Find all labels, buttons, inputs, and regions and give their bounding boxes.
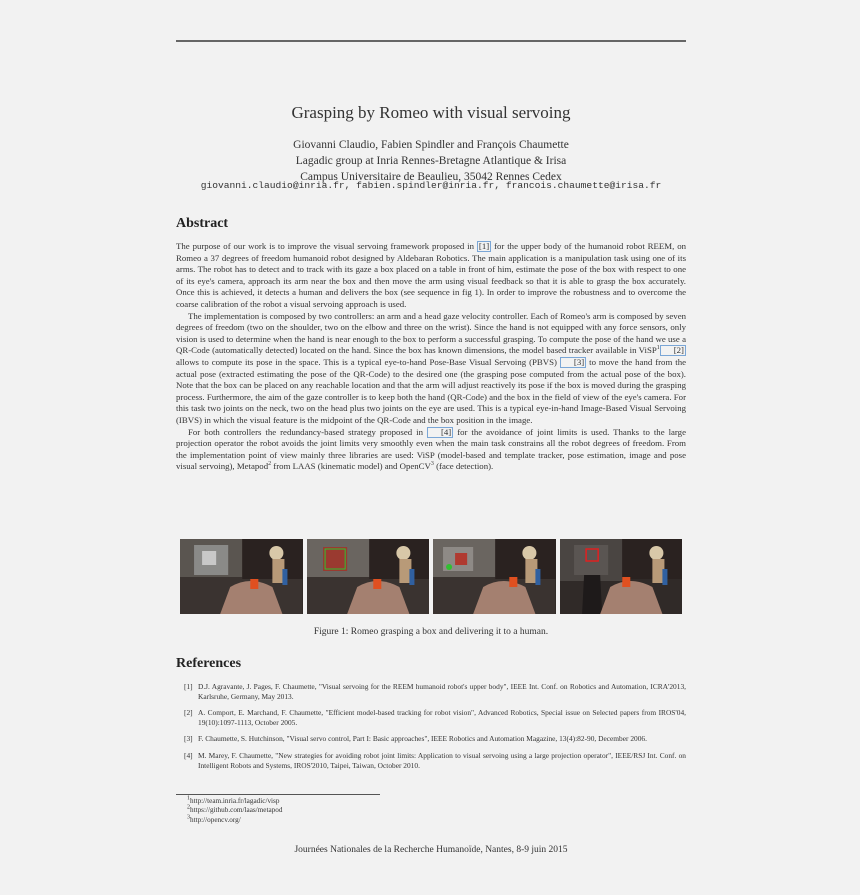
footnote-item — [187, 806, 282, 815]
reference-number: [3] — [184, 734, 193, 744]
reference-text: M. Marey, F. Chaumette, "New strategies for avoiding robot joint limits: Application to visual servoing using a large projection operator", IEEE/RSJ Int. Conf. on Intelligent Robots and Systems, IROS'2010, Taipei, Taiwan, October 2010. — [198, 750, 686, 770]
figure-photo-1 — [180, 539, 303, 614]
text-run: from LAAS (kinematic model) and OpenCV — [271, 461, 431, 472]
text-run: for the avoidance of joint limits is used. Thanks to the large projection operator the robot avoids the joint limits very smoothly even when the main task constrains all the robot degrees of freedom. From the implementation point of view mainly three libraries are used: ViSP (model-based and template tracker, pose estimation, image and pose visual servoing), Metapod — [176, 426, 686, 472]
author-block — [176, 137, 686, 185]
figure-1 — [180, 539, 682, 614]
text-run: The purpose of our work is to improve the visual servoing framework proposed in — [176, 241, 477, 251]
reference-item — [176, 751, 686, 770]
footnote-item — [187, 816, 282, 825]
abstract-heading: Abstract — [176, 216, 229, 231]
abstract-paragraph-1 — [176, 241, 686, 311]
citation-link-4[interactable]: [4] — [427, 427, 453, 438]
text-run: to move the hand from the actual pose (extracted estimating the pose of the QR-Code) to the desired one (the grasping pose computed from the actual pose of the box). Note that the box can be placed on any reachable location and that the arm will adjust reactively its pose if the box is moved during the grasping process. Furthermore, the aim of the gaze controller is to keep both the hand (QR-Code) and the box in the field of view of the eye's camera. For this task two joints on the neck, two on the head plus two joints on the eye are used. This is a typical eye-in-hand Image-Based Visual Servoing (IBVS) in which the visual feature is the midpoint of the QR-Code and the box position in the image. — [176, 356, 686, 425]
footnote-rule — [176, 794, 380, 795]
figure-caption: Figure 1: Romeo grasping a box and delivering it to a human. — [313, 627, 549, 637]
reference-text: D.J. Agravante, J. Pages, F. Chaumette, "Visual servoing for the REEM humanoid robot's upper body", IEEE Int. Conf. on Robotics and Automation, ICRA'2013, Karlsruhe, Germany, May 2013. — [198, 682, 686, 701]
figure-photo-2 — [307, 539, 430, 614]
reference-text: F. Chaumette, S. Hutchinson, "Visual servo control, Part I: Basic approaches", IEEE Robotics and Automation Magazine, 13(4):82-90, December 2006. — [198, 734, 647, 744]
reference-list — [176, 682, 686, 777]
author-affiliation: Lagadic group at Inria Rennes-Bretagne Atlantique & Irisa — [295, 155, 567, 167]
author-names: Giovanni Claudio, Fabien Spindler and François Chaumette — [293, 139, 569, 151]
text-run: For both controllers the redundancy-based strategy proposed in — [188, 426, 427, 437]
reference-number: [2] — [184, 708, 193, 718]
reference-number: [1] — [184, 682, 193, 691]
reference-number: [4] — [184, 750, 193, 760]
citation-link-1[interactable]: [1] — [478, 241, 490, 251]
top-rule — [176, 40, 686, 42]
text-run: for the upper body of the humanoid robot REEM, on Romeo a 37 degrees of freedom humanoid robot designed by Aldebaran Robotics. The main application is a manipulation task using one of its arms. The robot has to detect and to track with its gaze a box placed on a table in front of him, estimate the pose of the box with respect to one of its eye's camera, approach its arm near the box and then move the arm using visual feedback so that it is able to grasp the box accurately. Once this is achieved, it detects a human and delivers the box (see sequence in fig 1). In order to improve the robustness and to overcome the coarse calibration of the robot a visual servoing approach is used. — [176, 241, 686, 309]
footnote-mark: 1 — [187, 795, 190, 802]
text-run: The implementation is composed by two controllers: an arm and a head gaze velocity controller. Each of Romeo's arm is composed by seven degrees of freedom (two on the shoulder, two on the elbow and three on the wrist). Since the hand is not equipped with any force sensors, only vision is used to determine when the hand is near enough to the box to perform a successful grasping. To compute the pose of the hand we use a QR-Code (automatically detected) located on the hand. Since the box has known dimensions, the model based tracker available in ViSP — [176, 310, 686, 356]
references-heading: References — [176, 656, 242, 671]
figure-photo-3 — [433, 539, 556, 614]
reference-item — [176, 734, 686, 744]
footnote-mark-1[interactable]: 1 — [656, 345, 660, 352]
reference-text: A. Comport, E. Marchand, F. Chaumette, "Efficient model-based tracking for robot vision", Advanced Robotics, Special issue on Selected papers from IROS'04, 19(10):1097-1113, October 2005. — [198, 708, 686, 727]
footnote-mark: 3 — [187, 814, 190, 821]
footnote-url-link[interactable]: http://team.inria.fr/lagadic/visp — [190, 797, 280, 805]
abstract-body — [176, 241, 686, 473]
footnote-mark-2[interactable]: 2 — [268, 461, 272, 468]
text-run: allows to compute its pose in the space. This is a typical eye-to-hand Pose-Base Visual Servoing (PBVS) — [176, 356, 560, 367]
footnote-item — [187, 797, 282, 806]
footnote-url-link[interactable]: http://opencv.org/ — [190, 815, 241, 824]
author-address: Campus Universitaire de Beaulieu, 35042 Rennes Cedex — [300, 171, 562, 183]
footnote-mark: 2 — [187, 805, 190, 812]
abstract-paragraph-2 — [176, 311, 686, 427]
paper-title: Grasping by Romeo with visual servoing — [291, 103, 571, 122]
text-run: (face detection). — [433, 461, 494, 472]
reference-item — [176, 682, 686, 701]
page-footer: Journées Nationales de la Recherche Humanoïde, Nantes, 8-9 juin 2015 — [294, 845, 568, 855]
author-emails: giovanni.claudio@inria.fr, fabien.spindler@inria.fr, francois.chaumette@irisa.fr — [200, 180, 662, 191]
citation-link-2[interactable]: [2] — [660, 345, 686, 356]
footnote-url-link[interactable]: https://github.com/laas/metapod — [190, 806, 283, 815]
abstract-paragraph-3 — [176, 427, 686, 473]
reference-item — [176, 708, 686, 727]
citation-link-3[interactable]: [3] — [560, 357, 586, 368]
figure-photo-4 — [560, 539, 683, 614]
footnote-mark-3[interactable]: 3 — [430, 461, 434, 468]
footnotes — [187, 797, 282, 825]
